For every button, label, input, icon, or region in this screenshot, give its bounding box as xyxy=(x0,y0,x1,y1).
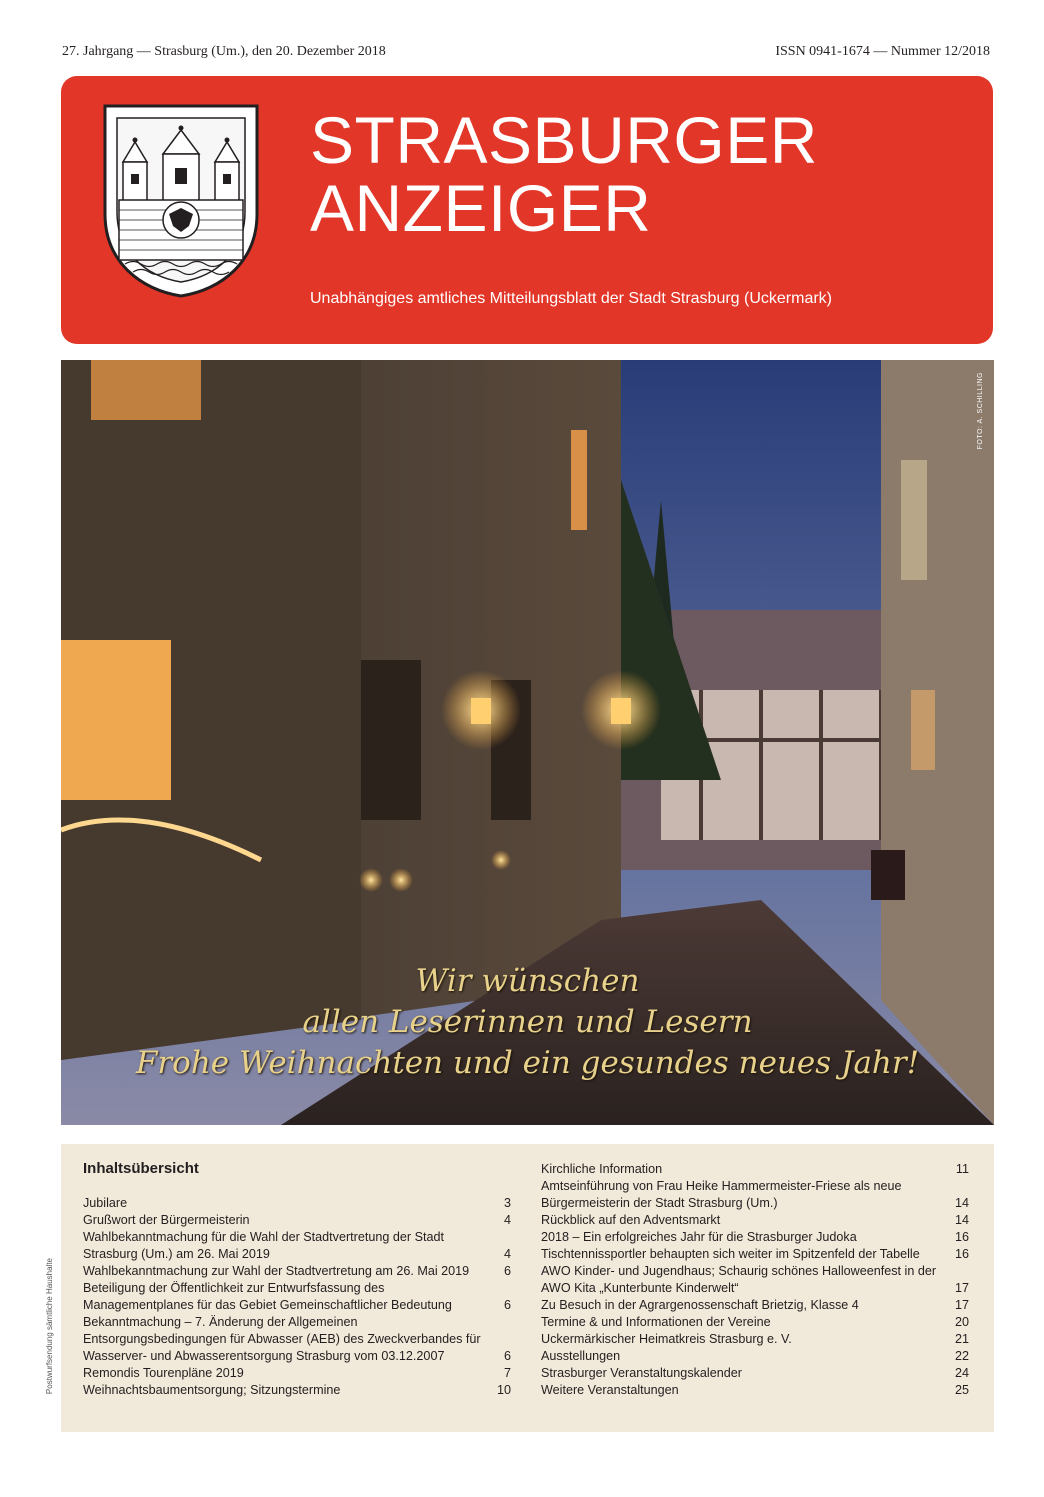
toc-item[interactable]: Termine & und Informationen der Vereine 20 xyxy=(541,1315,969,1329)
toc-item[interactable]: Bekanntmachung – 7. Änderung der Allgemeinen Entsorgungsbedingungen für Abwasser (AEB) des Zweckverbandes für Wasserver- und Abwasserentsorgung Strasburg vom 03.12.2007 6 xyxy=(83,1315,511,1363)
greeting-line-2: allen Leserinnen und Lesern xyxy=(302,1004,753,1040)
issn-info: ISSN 0941-1674 — Nummer 12/2018 xyxy=(775,44,990,59)
issue-info: 27. Jahrgang — Strasburg (Um.), den 20. Dezember 2018 xyxy=(62,44,386,59)
newspaper-title xyxy=(310,103,818,245)
masthead xyxy=(61,76,993,344)
toc-item[interactable]: Zu Besuch in der Agrargenossenschaft Brietzig, Klasse 4 17 xyxy=(541,1298,969,1312)
toc-item[interactable]: Wahlbekanntmachung für die Wahl der Stadtvertretung der Stadt Strasburg (Um.) am 26. Mai 2019 4 xyxy=(83,1230,511,1261)
toc-item[interactable]: Uckermärkischer Heimatkreis Strasburg e. V. 21 xyxy=(541,1332,969,1346)
toc-item[interactable]: Jubilare 3 xyxy=(83,1196,511,1210)
toc-item[interactable]: Grußwort der Bürgermeisterin 4 xyxy=(83,1213,511,1227)
toc-item[interactable]: Wahlbekanntmachung zur Wahl der Stadtvertretung am 26. Mai 2019 6 xyxy=(83,1264,511,1278)
toc-right-column xyxy=(541,1161,969,1399)
toc-item[interactable]: Tischtennissportler behaupten sich weiter im Spitzenfeld der Tabelle 16 xyxy=(541,1247,969,1261)
title-line-2: ANZEIGER xyxy=(310,171,652,245)
toc-item[interactable]: Strasburger Veranstaltungskalender 24 xyxy=(541,1366,969,1380)
mailing-note: Postwurfsendung sämtliche Haushalte xyxy=(45,1258,54,1395)
greeting-line-3: Frohe Weihnachten und ein gesundes neues Jahr! xyxy=(135,1045,920,1081)
toc-left-column xyxy=(83,1195,511,1399)
toc-item[interactable]: Kirchliche Information 11 xyxy=(541,1162,969,1176)
title-line-1: STRASBURGER xyxy=(310,103,818,177)
toc-item[interactable]: 2018 – Ein erfolgreiches Jahr für die Strasburger Judoka 16 xyxy=(541,1230,969,1244)
toc-item[interactable]: Amtseinführung von Frau Heike Hammermeister-Friese als neue Bürgermeisterin der Stadt Strasburg (Um.) 14 xyxy=(541,1179,969,1210)
table-of-contents xyxy=(61,1144,994,1432)
toc-heading: Inhaltsübersicht xyxy=(83,1160,199,1177)
cover-photo xyxy=(61,360,994,1125)
toc-item[interactable]: Weitere Veranstaltungen 25 xyxy=(541,1383,969,1397)
toc-item[interactable]: Rückblick auf den Adventsmarkt 14 xyxy=(541,1213,969,1227)
toc-item[interactable]: Weihnachtsbaumentsorgung; Sitzungstermine 10 xyxy=(83,1383,511,1397)
photo-credit: FOTO: A. SCHILLING xyxy=(977,372,984,450)
coat-of-arms-icon xyxy=(101,102,261,298)
newspaper-subtitle: Unabhängiges amtliches Mitteilungsblatt der Stadt Strasburg (Uckermark) xyxy=(310,290,833,307)
toc-item[interactable]: Ausstellungen 22 xyxy=(541,1349,969,1363)
toc-item[interactable]: Remondis Tourenpläne 2019 7 xyxy=(83,1366,511,1380)
toc-item[interactable]: AWO Kinder- und Jugendhaus; Schaurig schönes Halloweenfest in der AWO Kita „Kunterbunte Kinderwelt“ 17 xyxy=(541,1264,969,1295)
toc-item[interactable]: Beteiligung der Öffentlichkeit zur Entwurfsfassung des Managementplanes für das Gebiet Gemeinschaftlicher Bedeutung 6 xyxy=(83,1281,511,1312)
greeting-line-1: Wir wünschen xyxy=(415,963,640,999)
